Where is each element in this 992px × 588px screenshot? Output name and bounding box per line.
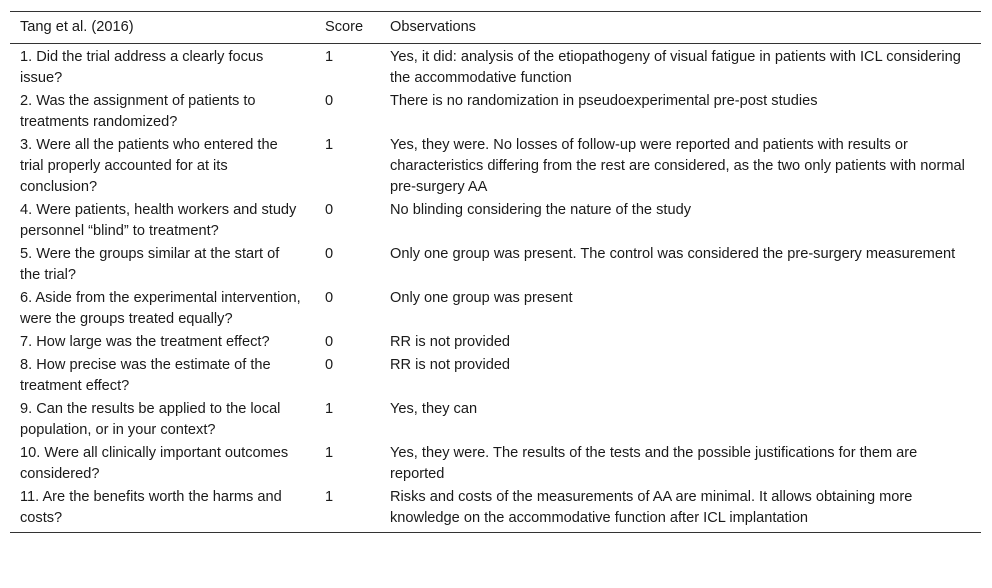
table-row — [10, 442, 981, 486]
observation-cell: No blinding considering the nature of the study — [390, 202, 691, 218]
table-row — [10, 287, 981, 331]
score-cell: 0 — [325, 93, 334, 109]
observation-cell: There is no randomization in pseudoexperimental pre-post studies — [390, 93, 818, 109]
table-row — [10, 331, 981, 354]
table-row — [10, 354, 981, 398]
table-header — [10, 12, 981, 44]
question-cell: 11. Are the benefits worth the harms and costs? — [20, 489, 282, 526]
question-cell: 4. Were patients, health workers and study personnel “blind” to treatment? — [20, 202, 297, 239]
observation-cell: Yes, they were. No losses of follow-up were reported and patients with results or characteristics differing from the rest are considered, as the two only patients with normal pre-surgery AA — [390, 137, 965, 195]
table-row — [10, 134, 981, 199]
score-cell: 1 — [325, 445, 334, 461]
score-cell: 1 — [325, 401, 334, 417]
question-cell: 10. Were all clinically important outcomes considered? — [20, 445, 289, 482]
observation-cell: Risks and costs of the measurements of AA are minimal. It allows obtaining more knowledge on the accommodative function after ICL implantation — [390, 489, 913, 526]
header-observations: Observations — [390, 19, 476, 35]
question-cell: 1. Did the trial address a clearly focus issue? — [20, 49, 264, 86]
observation-cell: RR is not provided — [390, 357, 511, 373]
observation-cell: Only one group was present. The control was considered the pre-surgery measurement — [390, 246, 956, 262]
observation-cell: Yes, it did: analysis of the etiopathogeny of visual fatigue in patients with ICL considering the accommodative function — [390, 49, 961, 86]
score-cell: 1 — [325, 489, 334, 505]
score-cell: 0 — [325, 334, 334, 350]
question-cell: 6. Aside from the experimental intervention, were the groups treated equally? — [20, 290, 301, 327]
observation-cell: Only one group was present — [390, 290, 573, 306]
observation-cell: RR is not provided — [390, 334, 511, 350]
observation-cell: Yes, they were. The results of the tests and the possible justifications for them are reported — [390, 445, 918, 482]
header-score: Score — [325, 19, 364, 35]
score-cell: 0 — [325, 357, 334, 373]
header-row — [10, 12, 981, 44]
critical-appraisal-table — [10, 11, 981, 533]
table-row — [10, 199, 981, 243]
question-cell: 7. How large was the treatment effect? — [20, 334, 270, 350]
observation-cell: Yes, they can — [390, 401, 478, 417]
table-row — [10, 398, 981, 442]
score-cell: 0 — [325, 246, 334, 262]
score-cell: 1 — [325, 137, 334, 153]
score-cell: 0 — [325, 290, 334, 306]
table-row — [10, 44, 981, 91]
table-row — [10, 243, 981, 287]
score-cell: 0 — [325, 202, 334, 218]
table-row — [10, 486, 981, 533]
question-cell: 9. Can the results be applied to the local population, or in your context? — [20, 401, 281, 438]
question-cell: 5. Were the groups similar at the start of the trial? — [20, 246, 280, 283]
question-cell: 2. Was the assignment of patients to treatments randomized? — [20, 93, 256, 130]
table-row — [10, 90, 981, 134]
score-cell: 1 — [325, 49, 334, 65]
critical-appraisal-table-container — [10, 11, 981, 533]
question-cell: 3. Were all the patients who entered the trial properly accounted for at its conclusion? — [20, 137, 278, 195]
header-study: Tang et al. (2016) — [20, 19, 134, 35]
question-cell: 8. How precise was the estimate of the treatment effect? — [20, 357, 271, 394]
table-body — [10, 44, 981, 533]
